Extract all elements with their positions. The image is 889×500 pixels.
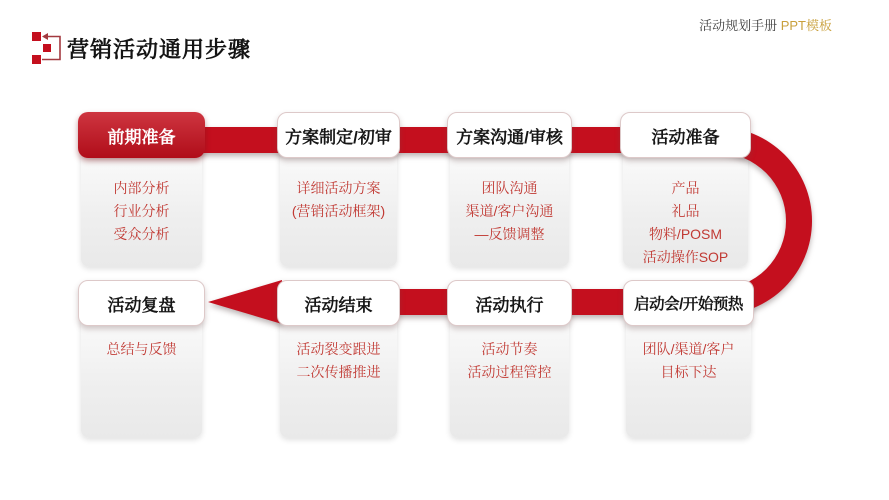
step-item: 渠道/客户沟通 <box>465 203 554 219</box>
step-item: 内部分析 <box>113 180 170 196</box>
page-title: 营销活动通用步骤 <box>67 36 252 62</box>
step-item: 详细活动方案 <box>296 180 381 196</box>
step-header-6: 活动执行 <box>447 280 572 326</box>
step-header-8: 活动复盘 <box>78 280 205 326</box>
step-item: —反馈调整 <box>474 226 545 242</box>
step-header-7: 活动结束 <box>277 280 400 326</box>
step-item: 目标下达 <box>660 364 717 380</box>
step-header-4: 活动准备 <box>620 112 751 158</box>
step-item: 行业分析 <box>113 203 170 219</box>
doc-label: 活动规划手册 <box>699 18 778 33</box>
step-item: 产品 <box>671 180 700 196</box>
step-item: 活动操作SOP <box>642 249 729 265</box>
step-item: 受众分析 <box>113 226 170 242</box>
step-header-3: 方案沟通/审核 <box>447 112 572 158</box>
step-header-2: 方案制定/初审 <box>277 112 400 158</box>
step-item: 二次传播推进 <box>296 364 381 380</box>
step-item: 活动裂变跟进 <box>296 341 381 357</box>
doc-label-accent: PPT模板 <box>780 18 832 33</box>
step-item: 活动过程管控 <box>467 364 552 380</box>
step-item: 团队沟通 <box>481 180 538 196</box>
step-item: 总结与反馈 <box>106 341 177 357</box>
step-item: (营销活动框架) <box>291 203 386 219</box>
step-item: 团队/渠道/客户 <box>642 341 735 357</box>
step-header-5: 启动会/开始预热 <box>623 280 754 326</box>
step-item: 活动节奏 <box>481 341 538 357</box>
step-item: 礼品 <box>671 203 700 219</box>
step-item: 物料/POSM <box>648 226 723 242</box>
step-header-1: 前期准备 <box>78 112 205 158</box>
